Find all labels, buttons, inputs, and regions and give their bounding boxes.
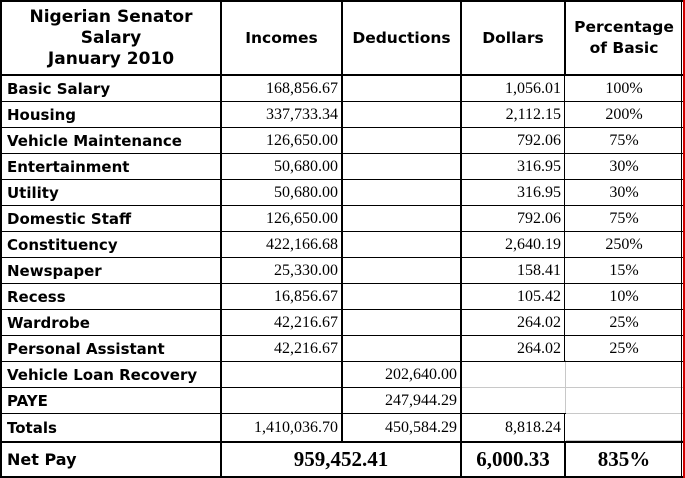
border-line [0, 0, 2, 478]
border-line [564, 441, 566, 478]
row-dollars: 158.41 [517, 262, 561, 279]
title-line-3: January 2010 [47, 48, 175, 69]
row-income [222, 362, 341, 388]
row-label: Housing [7, 106, 77, 124]
row-percentage: 250% [605, 236, 643, 253]
row-income: 50,680.00 [274, 158, 338, 175]
row-income: 16,856.67 [274, 288, 338, 305]
dollars-header: Dollars [482, 28, 544, 47]
grid-line [566, 413, 683, 414]
grid-line [565, 360, 566, 414]
grid-line [462, 387, 566, 388]
row-percentage: 75% [609, 210, 639, 227]
row-line [0, 413, 462, 414]
row-deduction [343, 154, 460, 180]
row-income: 126,650.00 [266, 210, 338, 227]
grid-line [566, 387, 683, 388]
row-line [0, 387, 462, 388]
row-dollars: 316.95 [517, 158, 561, 175]
row-line [566, 153, 683, 154]
row-dollars: 316.95 [517, 184, 561, 201]
percentage-line-2: of Basic [589, 39, 659, 57]
row-line [460, 413, 566, 414]
row-income [222, 388, 341, 414]
row-percentage: 10% [609, 288, 639, 305]
row-label: Entertainment [7, 158, 130, 176]
row-line [0, 309, 566, 310]
row-label: Wardrobe [7, 314, 90, 332]
row-percentage [566, 362, 682, 388]
row-dollars: 2,640.19 [505, 236, 561, 253]
row-percentage: 30% [609, 158, 639, 175]
row-line [0, 205, 566, 206]
row-percentage: 200% [605, 106, 643, 123]
row-percentage: 30% [609, 184, 639, 201]
border-line [0, 441, 683, 443]
border-line [564, 413, 565, 443]
row-deduction: 202,640.00 [385, 366, 457, 383]
row-line [566, 309, 683, 310]
row-label: Newspaper [7, 262, 102, 280]
row-line [566, 231, 683, 232]
row-income: 126,650.00 [266, 132, 338, 149]
row-deduction [343, 206, 460, 232]
row-dollars: 1,056.01 [505, 80, 561, 97]
row-income: 42,216.67 [274, 340, 338, 357]
row-label: Utility [7, 184, 59, 202]
percentage-line-1: Percentage [574, 18, 674, 36]
row-line [566, 179, 683, 180]
row-line [566, 205, 683, 206]
row-line [0, 101, 566, 102]
row-deduction [343, 258, 460, 284]
percentage-header [566, 2, 682, 74]
border-line [564, 75, 565, 361]
totals-deduction: 450,584.29 [385, 419, 457, 436]
row-dollars [462, 388, 564, 414]
row-dollars: 792.06 [517, 132, 561, 149]
net-pay-label: Net Pay [7, 450, 77, 469]
row-income: 42,216.67 [274, 314, 338, 331]
row-deduction [343, 232, 460, 258]
row-label: Domestic Staff [7, 210, 132, 228]
row-line [0, 231, 566, 232]
row-label: Constituency [7, 236, 118, 254]
row-dollars: 792.06 [517, 210, 561, 227]
row-income: 168,856.67 [266, 80, 338, 97]
deductions-header: Deductions [352, 28, 451, 47]
row-deduction [343, 284, 460, 310]
row-deduction [343, 102, 460, 128]
border-line [681, 0, 682, 478]
row-income: 25,330.00 [274, 262, 338, 279]
row-deduction [343, 180, 460, 206]
row-line [566, 257, 683, 258]
row-percentage: 75% [609, 132, 639, 149]
row-label: Basic Salary [7, 80, 111, 98]
row-deduction [343, 76, 460, 102]
net-pay-percentage: 835% [597, 447, 651, 471]
row-line [0, 127, 566, 128]
row-label: PAYE [7, 392, 48, 410]
title-line-2: Salary [80, 27, 142, 48]
row-dollars: 105.42 [517, 288, 561, 305]
totals-dollars: 8,818.24 [505, 419, 561, 436]
row-label: Personal Assistant [7, 340, 165, 358]
row-line [0, 179, 566, 180]
row-deduction [343, 310, 460, 336]
row-line [566, 283, 683, 284]
row-dollars: 264.02 [517, 314, 561, 331]
row-deduction [343, 128, 460, 154]
totals-label: Totals [7, 419, 57, 437]
row-label: Vehicle Loan Recovery [7, 366, 198, 384]
row-percentage: 100% [605, 80, 643, 97]
row-line [0, 257, 566, 258]
row-line [0, 361, 566, 362]
row-percentage: 15% [609, 262, 639, 279]
totals-income: 1,410,036.70 [254, 419, 338, 436]
row-deduction: 247,944.29 [385, 392, 457, 409]
table-title [2, 2, 220, 74]
net-pay-amount: 959,452.41 [293, 447, 389, 471]
border-line [220, 0, 222, 443]
row-line [566, 335, 683, 336]
border-line [220, 441, 222, 478]
row-dollars: 2,112.15 [505, 106, 561, 123]
row-line [566, 101, 683, 102]
row-income: 422,166.68 [266, 236, 338, 253]
border-line [460, 441, 462, 478]
row-percentage: 25% [609, 314, 639, 331]
row-line [0, 153, 566, 154]
border-line [460, 0, 462, 443]
row-line [566, 127, 683, 128]
incomes-header: Incomes [245, 28, 318, 47]
row-percentage: 25% [609, 340, 639, 357]
row-dollars: 264.02 [517, 340, 561, 357]
row-percentage [566, 388, 682, 414]
row-line [566, 361, 683, 362]
title-line-1: Nigerian Senator [29, 6, 193, 27]
row-label: Recess [7, 288, 66, 306]
row-line [0, 283, 566, 284]
row-dollars [462, 362, 564, 388]
row-deduction [343, 336, 460, 362]
row-income: 337,733.34 [266, 106, 338, 123]
border-line [564, 0, 566, 75]
row-line [0, 335, 566, 336]
net-pay-dollars: 6,000.33 [476, 447, 550, 471]
row-income: 50,680.00 [274, 184, 338, 201]
border-line [341, 0, 343, 443]
row-label: Vehicle Maintenance [7, 132, 182, 150]
